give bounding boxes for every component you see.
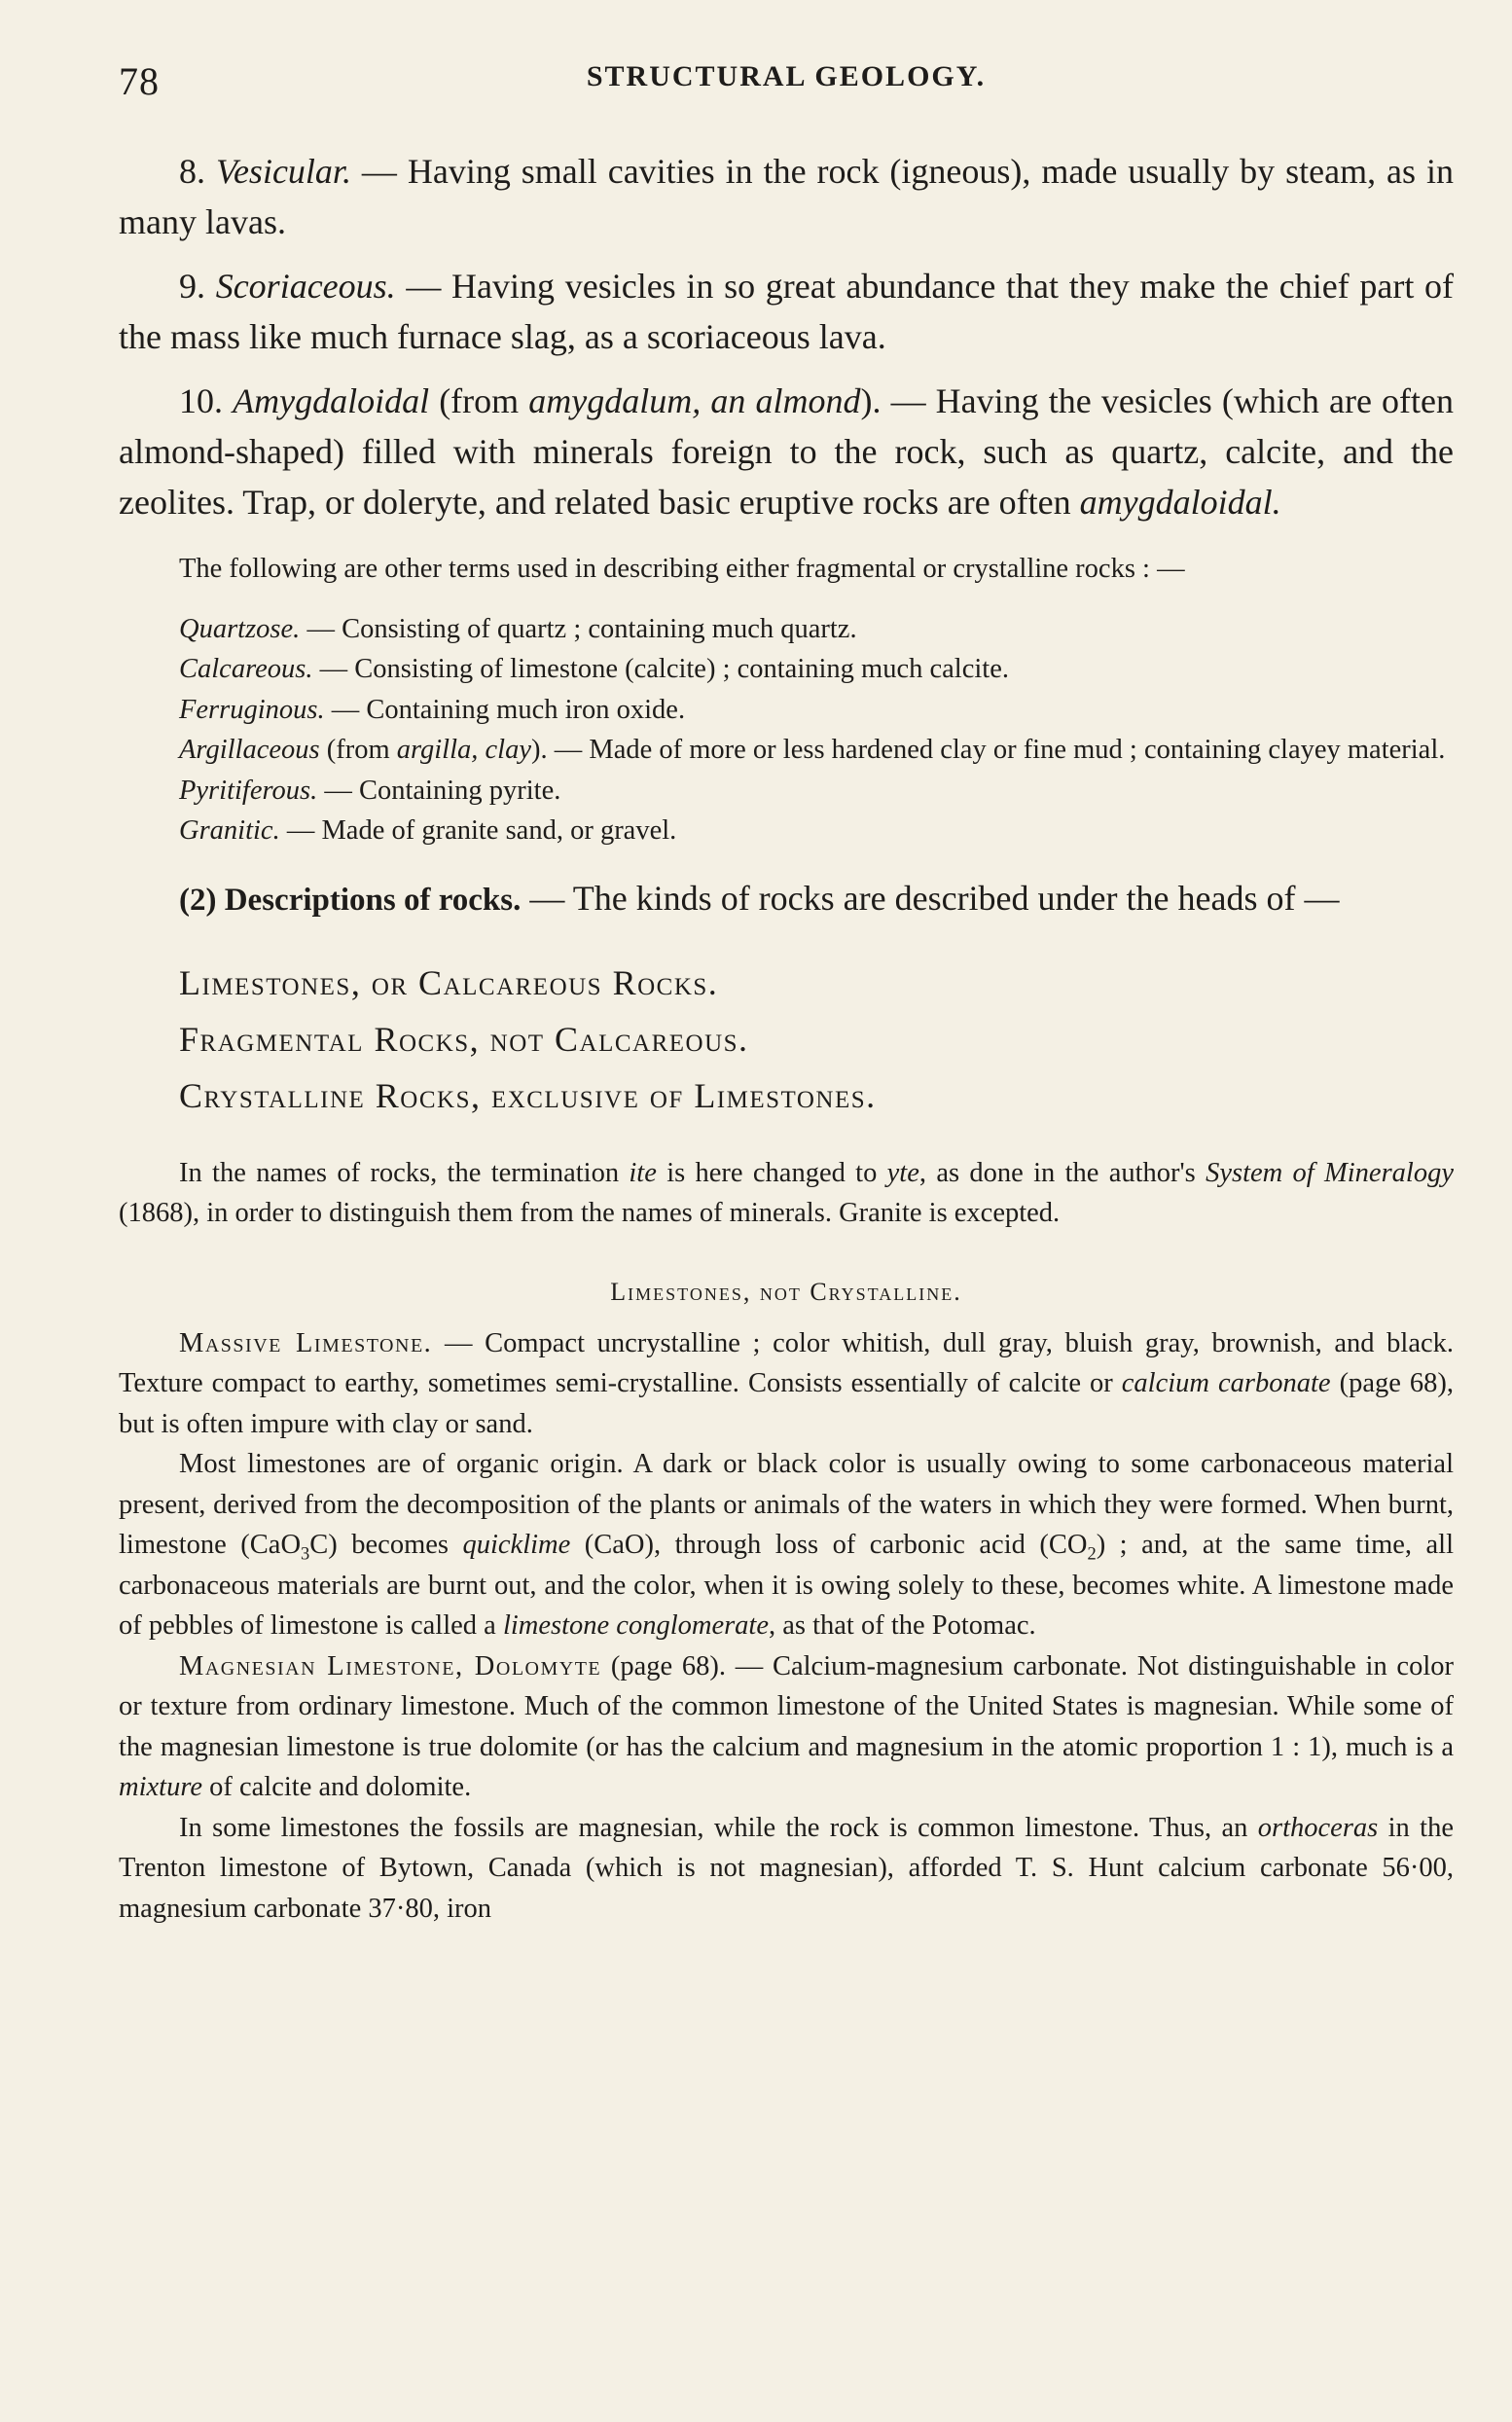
magnesian-limestone-paragraph: Magnesian Limestone, Dolomyte (page 68). — Calcium-magnesium carbonate. Not distinguishable in color or texture from ordinary limestone. Much of the common limestone of the United States is magnesian. While some of the magnesian limestone is true dolomite (or has the calcium and magnesium in the atomic proportion 1 : 1), much is a mixture of calcite and dolomite. — [119, 1650, 1454, 1802]
limestone-origin-paragraph: Most limestones are of organic origin. A dark or black color is usually owing to some carbonaceous material present, derived from the decomposition of the plants or animals of the waters in which they were formed. When burnt, limestone (CaO$_3$C) becomes quicklime (CaO), through loss of carbonic acid $(CO_2)$ ; and, at the same time, all carbonaceous materials are burnt out, and the color, when it is owing solely to these, becomes white. A limestone made of pebbles of limestone is called a limestone conglomerate, as that of the Potomac. — [119, 1449, 1454, 1641]
running-title: STRUCTURAL GEOLOGY. — [586, 60, 987, 92]
term-amygdaloidal: Amygdaloidal — [233, 381, 430, 420]
entry-scoriaceous: 9. Scoriaceous. — Having vesicles in so great abundance that they make the chief part of the mass like much furnace slag, as a scoriaceous lava. — [119, 267, 1455, 356]
term-granitic: Granitic. — Made of granite sand, or gravel. — [179, 815, 677, 846]
term-pyritiferous: Pyritiferous. — Containing pyrite. — [179, 775, 561, 806]
running-head — [119, 51, 1454, 109]
rock-class-item: Crystalline Rocks, exclusive of Limestones. — [179, 1075, 877, 1115]
entry-vesicular: 8. Vesicular. — Having small cavities in the rock (igneous), made usually by steam, as in many lavas. — [119, 152, 1454, 241]
term-ferruginous: Ferruginous. — Containing much iron oxide. — [179, 694, 686, 725]
descriptions-heading: (2) Descriptions of rocks. — The kinds of rocks are described under the heads of — — [179, 878, 1340, 918]
fossils-paragraph: In some limestones the fossils are magnesian, while the rock is common limestone. Thus, an orthoceras in the Trenton limestone of Bytown, Canada (which is not magnesian), afforded T. S. Hunt calcium carbonate 56·00, magnesium carbonate 37·80, iron — [119, 1812, 1454, 1924]
term-vesicular: Vesicular. — [215, 152, 351, 191]
terms-intro: The following are other terms used in describing either fragmental or crystalline rocks : — — [179, 554, 1185, 584]
naming-note: In the names of rocks, the termination ite is here changed to yte, as done in the author's System of Mineralogy (1868), in order to distinguish them from the names of minerals. Granite is excepted. — [119, 1157, 1454, 1228]
term-calcareous: Calcareous. — Consisting of limestone (calcite) ; containing much calcite. — [179, 654, 1009, 684]
rock-class-item: Fragmental Rocks, not Calcareous. — [179, 1019, 749, 1059]
term-scoriaceous: Scoriaceous. — [215, 267, 396, 306]
rock-class-list — [179, 955, 1454, 1124]
term-argillaceous: Argillaceous (from argilla, clay). — Made of more or less hardened clay or fine mud ; containing clayey material. — [179, 735, 1446, 765]
rock-class-item: Limestones, or Calcareous Rocks. — [179, 962, 719, 1002]
page-number: 78 — [119, 59, 160, 103]
magnesian-limestone-label: Magnesian Limestone, Dolomyte — [179, 1650, 602, 1681]
term-quartzose: Quartzose. — Consisting of quartz ; containing much quartz. — [179, 613, 857, 644]
massive-limestone-label: Massive Limestone. — [179, 1327, 433, 1358]
limestones-heading: Limestones, not Crystalline. — [610, 1277, 962, 1306]
massive-limestone-paragraph: Massive Limestone. — Compact uncrystalline ; color whitish, dull gray, bluish gray, brownish, and black. Texture compact to earthy, sometimes semi-crystalline. Consists essentially of calcite or calcium carbonate (page 68), but is often impure with clay or sand. — [119, 1327, 1455, 1439]
entry-amygdaloidal: 10. Amygdaloidal (from amygdalum, an almond). — Having the vesicles (which are often almond-shaped) filled with minerals foreign to the rock, such as quartz, calcite, and the zeolites. Trap, or doleryte, and related basic eruptive rocks are often amygdaloidal. — [119, 381, 1454, 522]
